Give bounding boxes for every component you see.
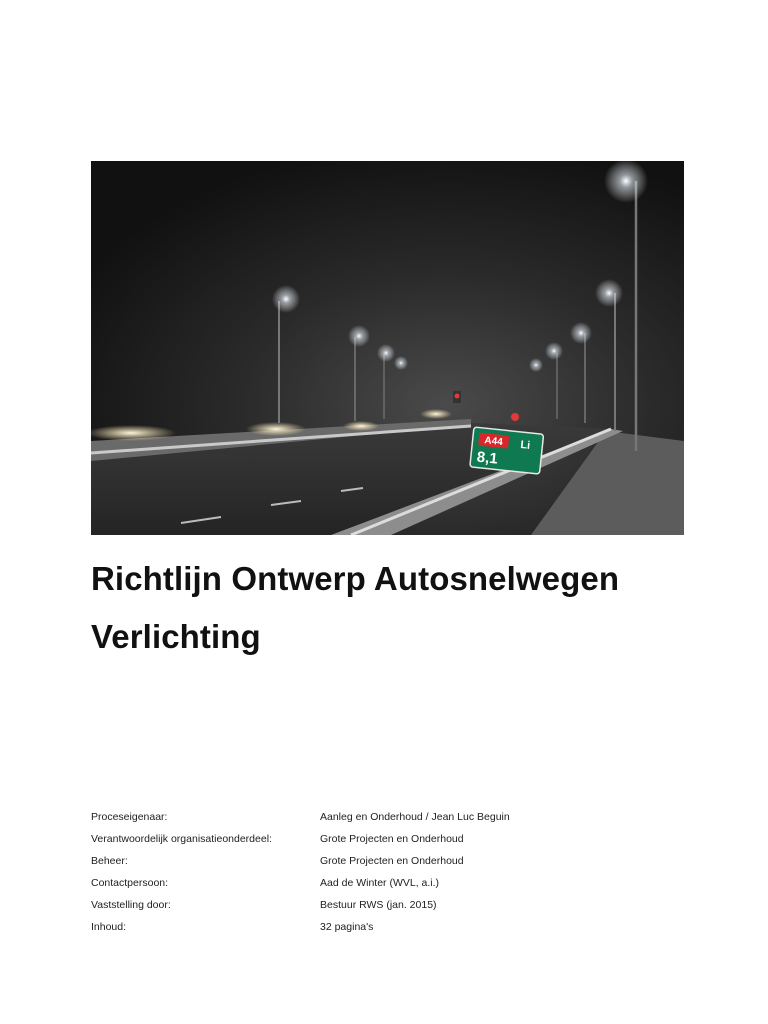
meta-value: Aanleg en Onderhoud / Jean Luc Beguin (320, 811, 510, 823)
document-metadata (91, 806, 691, 938)
meta-label: Proceseigenaar: (91, 811, 168, 823)
meta-label: Vaststelling door: (91, 899, 171, 911)
meta-label: Inhoud: (91, 921, 127, 933)
svg-text:A44: A44 (483, 435, 504, 449)
cover-photo (91, 161, 684, 535)
svg-text:8,1: 8,1 (475, 448, 499, 468)
meta-label: Verantwoordelijk organisatieonderdeel: (91, 833, 272, 845)
meta-row (91, 850, 691, 872)
meta-row (91, 894, 691, 916)
meta-value: Grote Projecten en Onderhoud (320, 833, 464, 845)
document-subtitle: Verlichting (91, 618, 261, 655)
document-title: Richtlijn Ontwerp Autosnelwegen (91, 560, 620, 597)
svg-text:Li: Li (519, 438, 531, 452)
meta-row (91, 806, 691, 828)
highway-night-image (91, 161, 684, 535)
meta-row (91, 828, 691, 850)
meta-label: Beheer: (91, 855, 128, 867)
meta-row (91, 872, 691, 894)
meta-row (91, 916, 691, 938)
meta-value: Aad de Winter (WVL, a.i.) (320, 877, 440, 889)
meta-value: 32 pagina's (320, 921, 374, 933)
meta-value: Grote Projecten en Onderhoud (320, 855, 464, 867)
meta-value: Bestuur RWS (jan. 2015) (320, 899, 437, 911)
meta-label: Contactpersoon: (91, 877, 169, 889)
